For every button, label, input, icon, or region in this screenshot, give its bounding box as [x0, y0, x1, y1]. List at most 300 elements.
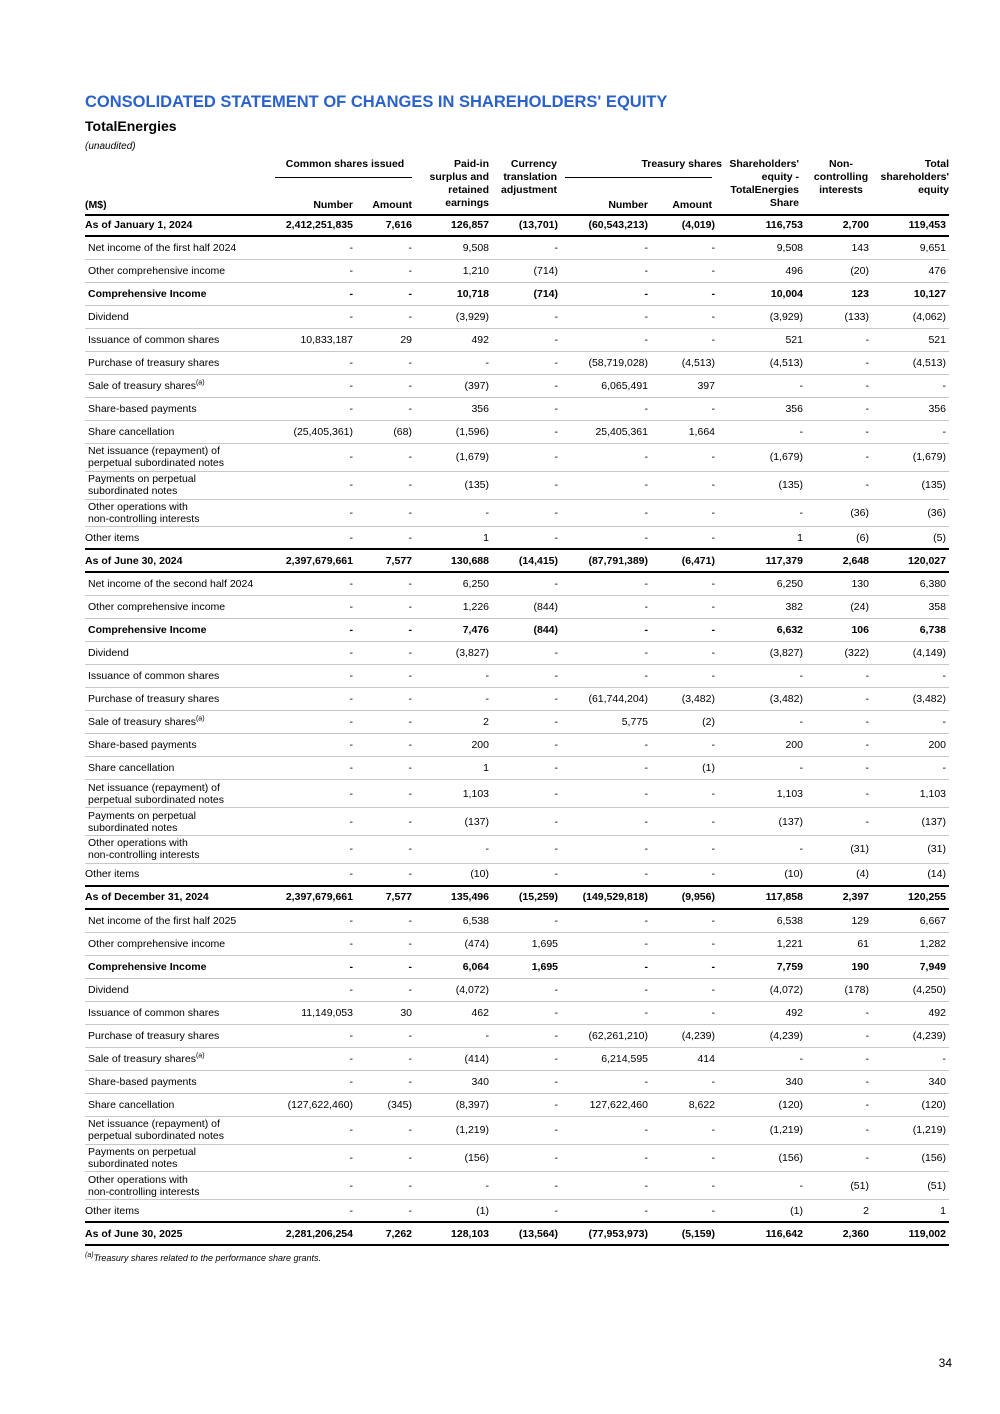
cell-paid-in-surplus: 128,103	[451, 1227, 489, 1240]
cell-total-equity: (137)	[921, 815, 946, 828]
cell-treasury-number: -	[644, 334, 648, 346]
cell-currency-translation: -	[554, 1075, 558, 1088]
cell-shares-number: -	[349, 960, 353, 973]
cell-treasury-number: -	[644, 506, 648, 519]
cell-currency-translation: -	[554, 1098, 558, 1111]
row-label-line: Other operations with	[88, 1173, 188, 1186]
table-row	[85, 214, 949, 237]
cell-shares-number: 2,281,206,254	[285, 1227, 353, 1240]
cell-non-controlling: (133)	[844, 311, 869, 323]
cell-shares-number: -	[349, 451, 353, 464]
cell-shareholders-equity: 492	[785, 1006, 803, 1019]
cell-non-controlling: -	[865, 1098, 869, 1111]
header-number: Number	[313, 199, 353, 211]
cell-paid-in-surplus: 2	[483, 716, 489, 729]
cell-currency-translation: -	[554, 843, 558, 856]
cell-shareholders-equity: -	[799, 506, 803, 519]
header-sh-line4: Share	[769, 197, 799, 209]
cell-shareholders-equity: 6,632	[776, 624, 803, 637]
cell-treasury-amount: (4,019)	[681, 218, 715, 231]
row-label	[85, 1099, 275, 1111]
cell-total-equity: 7,949	[919, 960, 946, 973]
row-label-text: Net income of the first half 2025	[88, 914, 237, 927]
cell-non-controlling: -	[865, 815, 869, 828]
row-label-line: subordinated notes	[88, 1157, 178, 1170]
cell-shareholders-equity: (4,239)	[769, 1029, 803, 1042]
row-label	[85, 961, 275, 973]
cell-treasury-number: 6,214,595	[601, 1052, 648, 1065]
cell-total-equity: (3,482)	[912, 693, 946, 706]
row-label-text: Issuance of common shares	[88, 334, 220, 346]
cell-total-equity: (51)	[927, 1179, 946, 1192]
cell-treasury-amount: 8,622	[688, 1098, 715, 1111]
table-row	[85, 527, 949, 550]
row-label	[85, 1205, 275, 1217]
cell-shares-amount: -	[408, 531, 412, 544]
row-label-line: subordinated notes	[88, 821, 178, 834]
cell-currency-translation: -	[554, 479, 558, 492]
cell-treasury-amount: -	[711, 815, 715, 828]
cell-shareholders-equity: 1,221	[776, 937, 803, 950]
cell-shares-number: -	[349, 242, 353, 254]
cell-currency-translation: -	[554, 983, 558, 996]
cell-total-equity: 9,651	[919, 242, 946, 254]
cell-treasury-number: -	[644, 601, 648, 614]
row-label-text: Net income of the second half 2024	[88, 578, 254, 591]
cell-non-controlling: -	[865, 670, 869, 683]
cell-currency-translation: (714)	[533, 265, 558, 277]
cell-total-equity: (1,219)	[912, 1124, 946, 1137]
row-label-text: Sale of treasury shares	[88, 716, 196, 729]
cell-total-equity: 119,453	[908, 218, 946, 231]
cell-treasury-number: -	[644, 1075, 648, 1088]
cell-shares-number: 2,397,679,661	[285, 554, 353, 567]
cell-treasury-amount: (3,482)	[681, 693, 715, 706]
table-row	[85, 619, 949, 642]
cell-non-controlling: -	[865, 426, 869, 438]
cell-shareholders-equity: 340	[785, 1075, 803, 1088]
cell-shares-amount: -	[408, 265, 412, 277]
cell-shareholders-equity: -	[799, 1179, 803, 1192]
table-row	[85, 500, 949, 528]
row-label	[85, 334, 275, 346]
cell-shareholders-equity: (120)	[778, 1098, 803, 1111]
cell-shares-amount: -	[408, 311, 412, 323]
cell-non-controlling: (20)	[850, 265, 869, 277]
cell-paid-in-surplus: 340	[471, 1075, 489, 1088]
cell-paid-in-surplus: 462	[471, 1006, 489, 1019]
cell-treasury-amount: -	[711, 578, 715, 591]
cell-shareholders-equity: -	[799, 426, 803, 438]
table-row	[85, 1071, 949, 1094]
row-label-text: Purchase of treasury shares	[88, 357, 220, 369]
header-nc-line1: Non-	[829, 158, 853, 170]
cell-shareholders-equity: (4,072)	[769, 983, 803, 996]
cell-shareholders-equity: (1,679)	[769, 451, 803, 464]
cell-shares-amount: -	[408, 403, 412, 415]
cell-currency-translation: (13,701)	[518, 218, 558, 231]
cell-shareholders-equity: 1	[797, 531, 803, 544]
cell-shareholders-equity: 10,004	[770, 288, 803, 300]
cell-paid-in-surplus: (414)	[464, 1052, 489, 1065]
cell-shares-number: 10,833,187	[300, 334, 353, 346]
cell-treasury-amount: -	[711, 334, 715, 346]
cell-paid-in-surplus: (474)	[464, 937, 489, 950]
cell-non-controlling: -	[865, 1151, 869, 1164]
header-treasury-amount: Amount	[672, 199, 712, 211]
header-common-shares: Common shares issued	[285, 158, 405, 170]
row-label	[85, 601, 275, 613]
cell-paid-in-surplus: (1,219)	[455, 1124, 489, 1137]
cell-currency-translation: -	[554, 357, 558, 369]
cell-shares-number: -	[349, 578, 353, 591]
cell-non-controlling: -	[865, 716, 869, 729]
cell-total-equity: (120)	[921, 1098, 946, 1111]
header-total-line3: equity	[918, 184, 949, 196]
table-row	[85, 1048, 949, 1071]
cell-total-equity: 200	[928, 739, 946, 752]
cell-non-controlling: -	[865, 1029, 869, 1042]
cell-treasury-number: -	[644, 1124, 648, 1137]
header-paid-in-line2: surplus and	[429, 171, 489, 183]
cell-treasury-number: -	[644, 739, 648, 752]
cell-total-equity: -	[942, 762, 946, 775]
cell-treasury-amount: -	[711, 983, 715, 996]
cell-treasury-number: -	[644, 311, 648, 323]
cell-paid-in-surplus: 10,718	[456, 288, 489, 300]
row-label-text: Sale of treasury shares	[88, 380, 196, 392]
cell-non-controlling: 2,648	[842, 554, 869, 567]
cell-treasury-number: (61,744,204)	[588, 693, 648, 706]
cell-treasury-amount: -	[711, 1075, 715, 1088]
row-label-line: perpetual subordinated notes	[88, 793, 225, 806]
cell-treasury-number: -	[644, 787, 648, 800]
cell-currency-translation: -	[554, 868, 558, 881]
cell-shares-amount: -	[408, 1029, 412, 1042]
row-label-text: Other items	[85, 1204, 140, 1217]
row-label-line: Net issuance (repayment) of	[88, 1118, 220, 1131]
row-label	[85, 624, 275, 636]
cell-shares-amount: -	[408, 647, 412, 660]
table-row	[85, 375, 949, 398]
cell-currency-translation: -	[554, 451, 558, 464]
cell-treasury-number: -	[644, 983, 648, 996]
cell-shares-amount: -	[408, 479, 412, 492]
cell-paid-in-surplus: 356	[471, 403, 489, 415]
cell-shareholders-equity: (1,219)	[769, 1124, 803, 1137]
cell-currency-translation: -	[554, 531, 558, 544]
cell-treasury-amount: (4,513)	[681, 357, 715, 369]
cell-treasury-number: -	[644, 479, 648, 492]
cell-non-controlling: 106	[851, 624, 869, 637]
row-label-line: perpetual subordinated notes	[88, 1130, 225, 1143]
cell-non-controlling: 190	[851, 960, 869, 973]
cell-currency-translation: -	[554, 311, 558, 323]
cell-currency-translation: -	[554, 762, 558, 775]
table-row	[85, 329, 949, 352]
cell-non-controlling: 129	[851, 914, 869, 927]
cell-total-equity: 1,282	[919, 937, 946, 950]
row-label-text: Share cancellation	[88, 426, 175, 438]
cell-shareholders-equity: 356	[785, 403, 803, 415]
cell-shares-number: 2,397,679,661	[285, 891, 353, 904]
table-row	[85, 711, 949, 734]
row-label-text: As of June 30, 2025	[85, 1227, 183, 1240]
cell-currency-translation: 1,695	[531, 960, 558, 973]
row-label	[85, 693, 275, 705]
cell-shares-number: -	[349, 1151, 353, 1164]
cell-non-controlling: -	[865, 1075, 869, 1088]
row-label-text: Comprehensive Income	[88, 960, 207, 973]
cell-paid-in-surplus: 6,250	[462, 578, 489, 591]
cell-paid-in-surplus: (1)	[476, 1204, 489, 1217]
cell-currency-translation: 1,695	[531, 937, 558, 950]
cell-total-equity: -	[942, 716, 946, 729]
cell-shares-number: -	[349, 1204, 353, 1217]
row-label	[85, 219, 275, 231]
row-label	[85, 1007, 275, 1019]
cell-paid-in-surplus: (1,679)	[455, 451, 489, 464]
cell-shareholders-equity: (4,513)	[769, 357, 803, 369]
cell-shareholders-equity: (135)	[778, 479, 803, 492]
table-row	[85, 444, 949, 472]
row-label-text: Other items	[85, 531, 140, 544]
row-label-line: perpetual subordinated notes	[88, 457, 225, 470]
table-row	[85, 956, 949, 979]
cell-shares-amount: (345)	[387, 1098, 412, 1111]
table-row	[85, 1025, 949, 1048]
header-total-equity	[865, 158, 949, 197]
row-label-text: Sale of treasury shares	[88, 1052, 196, 1065]
cell-currency-translation: -	[554, 334, 558, 346]
row-label	[85, 555, 275, 567]
cell-shares-number: -	[349, 647, 353, 660]
row-label-text: Issuance of common shares	[88, 670, 220, 683]
row-label	[85, 739, 275, 751]
row-label	[85, 1030, 275, 1042]
cell-treasury-amount: (4,239)	[681, 1029, 715, 1042]
cell-shareholders-equity: -	[799, 762, 803, 775]
cell-shares-amount: -	[408, 739, 412, 752]
cell-shareholders-equity: 6,250	[776, 578, 803, 591]
cell-currency-translation: -	[554, 1179, 558, 1192]
row-label	[85, 1228, 275, 1240]
cell-shares-number: -	[349, 1124, 353, 1137]
cell-treasury-amount: -	[711, 647, 715, 660]
row-label-text: Dividend	[88, 311, 129, 323]
cell-treasury-number: -	[644, 914, 648, 927]
cell-treasury-amount: -	[711, 288, 715, 300]
row-label	[85, 380, 275, 392]
cell-paid-in-surplus: (1,596)	[455, 426, 489, 438]
cell-currency-translation: (14,415)	[518, 554, 558, 567]
cell-treasury-number: -	[644, 647, 648, 660]
header-treasury-shares: Treasury shares	[641, 158, 722, 170]
row-label-text: Comprehensive Income	[88, 624, 207, 637]
row-label	[85, 288, 275, 300]
cell-treasury-amount: -	[711, 1151, 715, 1164]
table-row	[85, 1002, 949, 1025]
cell-shareholders-equity: 7,759	[776, 960, 803, 973]
table-row	[85, 306, 949, 329]
cell-paid-in-surplus: (3,929)	[455, 311, 489, 323]
header-unit: (M$)	[85, 199, 107, 211]
cell-non-controlling: (178)	[844, 983, 869, 996]
cell-shareholders-equity: 200	[785, 739, 803, 752]
cell-shareholders-equity: -	[799, 843, 803, 856]
cell-treasury-number: -	[644, 843, 648, 856]
cell-paid-in-surplus: (4,072)	[455, 983, 489, 996]
cell-shareholders-equity: (3,929)	[769, 311, 803, 323]
row-label-line: Payments on perpetual	[88, 473, 196, 486]
header-currency-line2: translation	[503, 171, 557, 183]
table-row	[85, 1145, 949, 1173]
cell-treasury-amount: -	[711, 960, 715, 973]
header-common-shares-line	[275, 177, 412, 178]
cell-non-controlling: -	[865, 451, 869, 464]
cell-paid-in-surplus: -	[485, 357, 489, 369]
cell-paid-in-surplus: 7,476	[462, 624, 489, 637]
cell-shareholders-equity: (10)	[784, 868, 803, 881]
cell-shareholders-equity: 496	[785, 265, 803, 277]
cell-non-controlling: -	[865, 403, 869, 415]
cell-total-equity: 6,738	[919, 624, 946, 637]
row-label	[85, 311, 275, 323]
row-label-text: Share cancellation	[88, 762, 175, 775]
cell-total-equity: 340	[928, 1075, 946, 1088]
cell-treasury-amount: -	[711, 1204, 715, 1217]
cell-total-equity: 6,380	[919, 578, 946, 591]
cell-treasury-amount: -	[711, 451, 715, 464]
cell-shares-number: -	[349, 868, 353, 881]
cell-shareholders-equity: 116,753	[765, 218, 803, 231]
cell-paid-in-surplus: 1,103	[462, 787, 489, 800]
cell-shares-amount: -	[408, 1052, 412, 1065]
cell-shares-amount: -	[408, 914, 412, 927]
cell-paid-in-surplus: 200	[471, 739, 489, 752]
cell-shares-number: -	[349, 357, 353, 369]
row-label-text: As of January 1, 2024	[85, 218, 193, 231]
cell-treasury-amount: -	[711, 531, 715, 544]
cell-paid-in-surplus: (3,827)	[455, 647, 489, 660]
cell-total-equity: (4,239)	[912, 1029, 946, 1042]
cell-non-controlling: 2,700	[842, 218, 869, 231]
cell-currency-translation: (13,564)	[518, 1227, 558, 1240]
cell-treasury-number: 5,775	[621, 716, 648, 729]
cell-treasury-amount: -	[711, 403, 715, 415]
cell-currency-translation: -	[554, 787, 558, 800]
cell-treasury-amount: 397	[697, 380, 715, 392]
cell-total-equity: 1,103	[919, 787, 946, 800]
cell-shares-amount: -	[408, 670, 412, 683]
cell-treasury-amount: 1,664	[688, 426, 715, 438]
cell-shares-amount: -	[408, 380, 412, 392]
cell-shares-amount: -	[408, 1124, 412, 1137]
row-label	[85, 984, 275, 996]
row-label-text: Other items	[85, 868, 140, 881]
cell-non-controlling: -	[865, 693, 869, 706]
header-treasury-number: Number	[608, 199, 648, 211]
header-currency-line3: adjustment	[500, 184, 557, 196]
cell-total-equity: (156)	[921, 1151, 946, 1164]
row-label	[85, 891, 275, 903]
cell-currency-translation: -	[554, 578, 558, 591]
cell-non-controlling: -	[865, 739, 869, 752]
cell-paid-in-surplus: (156)	[464, 1151, 489, 1164]
cell-treasury-amount: (2)	[702, 716, 715, 729]
row-label	[85, 532, 275, 544]
cell-non-controlling: -	[865, 1052, 869, 1065]
row-label-line: non-controlling interests	[88, 512, 200, 525]
cell-paid-in-surplus: -	[485, 670, 489, 683]
cell-shareholders-equity: -	[799, 380, 803, 392]
header-paid-in	[415, 158, 489, 210]
header-total-line2: shareholders'	[880, 171, 949, 183]
cell-non-controlling: -	[865, 787, 869, 800]
cell-total-equity: (14)	[927, 868, 946, 881]
cell-total-equity: -	[942, 1052, 946, 1065]
cell-treasury-number: -	[644, 815, 648, 828]
cell-treasury-amount: -	[711, 479, 715, 492]
table-row	[85, 398, 949, 421]
cell-total-equity: 521	[928, 334, 946, 346]
table-row	[85, 260, 949, 283]
header-currency	[489, 158, 557, 197]
cell-shares-number: -	[349, 288, 353, 300]
cell-currency-translation: -	[554, 1124, 558, 1137]
cell-non-controlling: -	[865, 334, 869, 346]
cell-treasury-number: -	[644, 762, 648, 775]
table-row	[85, 887, 949, 910]
cell-non-controlling: 130	[851, 578, 869, 591]
cell-shares-number: -	[349, 762, 353, 775]
cell-total-equity: -	[942, 426, 946, 438]
cell-shareholders-equity: 9,508	[776, 242, 803, 254]
row-label-line: subordinated notes	[88, 485, 178, 498]
cell-shareholders-equity: -	[799, 670, 803, 683]
row-label	[85, 782, 275, 806]
cell-shares-number: -	[349, 843, 353, 856]
cell-shares-number: 2,412,251,835	[285, 218, 353, 231]
page-number: 34	[938, 1356, 952, 1370]
cell-currency-translation: -	[554, 1029, 558, 1042]
row-label-text: Other comprehensive income	[88, 937, 226, 950]
cell-treasury-amount: -	[711, 843, 715, 856]
cell-treasury-number: -	[644, 1179, 648, 1192]
cell-treasury-amount: (6,471)	[681, 554, 715, 567]
cell-treasury-number: -	[644, 937, 648, 950]
header-nc-line2: controlling	[813, 171, 869, 183]
cell-shares-amount: -	[408, 357, 412, 369]
cell-shares-number: -	[349, 739, 353, 752]
cell-shares-amount: -	[408, 693, 412, 706]
header-paid-in-line4: earnings	[445, 197, 489, 209]
cell-non-controlling: (4)	[856, 868, 869, 881]
cell-shares-number: -	[349, 380, 353, 392]
table-row	[85, 283, 949, 306]
row-label-text: Other comprehensive income	[88, 601, 226, 614]
cell-total-equity: (36)	[927, 506, 946, 519]
table-row	[85, 665, 949, 688]
cell-currency-translation: -	[554, 1204, 558, 1217]
cell-paid-in-surplus: 126,857	[451, 218, 489, 231]
cell-shareholders-equity: 117,379	[765, 554, 803, 567]
cell-shares-amount: 7,616	[385, 218, 412, 231]
cell-shareholders-equity: 6,538	[776, 914, 803, 927]
table-row	[85, 550, 949, 573]
cell-total-equity: 10,127	[913, 288, 946, 300]
table-row	[85, 1117, 949, 1145]
